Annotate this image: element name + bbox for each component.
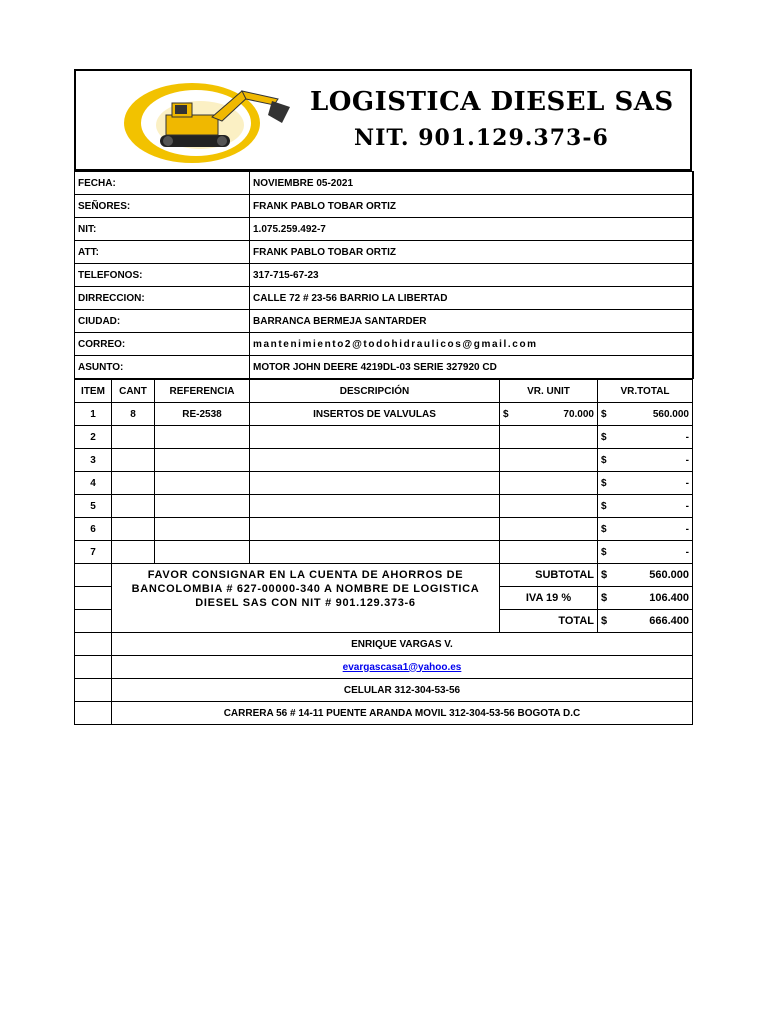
info-value[interactable]: mantenimiento2@todohidraulicos@gmail.com (250, 333, 693, 356)
description-cell (250, 449, 500, 472)
info-value: 317-715-67-23 (250, 264, 693, 287)
blank-cell (75, 656, 112, 679)
footer-address: CARRERA 56 # 14-11 PUENTE ARANDA MOVIL 312-304-53-56 BOGOTA D.C (112, 702, 693, 725)
info-row (75, 287, 693, 310)
unit-price-cell (500, 495, 598, 518)
currency-symbol: $ (601, 500, 607, 512)
currency-symbol: $ (601, 431, 607, 443)
info-row (75, 195, 693, 218)
reference-cell (155, 472, 250, 495)
currency-symbol: $ (601, 546, 607, 558)
line-total-amount: - (685, 523, 689, 535)
table-row (75, 403, 693, 426)
info-row (75, 333, 693, 356)
unit-price-cell (500, 518, 598, 541)
info-value: FRANK PABLO TOBAR ORTIZ (250, 241, 693, 264)
subtotal-amount: 560.000 (649, 569, 689, 581)
info-label: ASUNTO: (75, 356, 250, 379)
info-value: FRANK PABLO TOBAR ORTIZ (250, 195, 693, 218)
table-row (75, 472, 693, 495)
info-label: FECHA: (75, 172, 250, 195)
footer-name: ENRIQUE VARGAS V. (112, 633, 693, 656)
footer-email-cell (112, 656, 693, 679)
info-value: NOVIEMBRE 05-2021 (250, 172, 693, 195)
line-total-amount: - (685, 546, 689, 558)
footer-email-row (75, 656, 693, 679)
currency-symbol: $ (601, 454, 607, 466)
header-vr-unit: VR. UNIT (500, 380, 598, 403)
quantity-cell (112, 449, 155, 472)
info-row (75, 218, 693, 241)
quantity-cell (112, 541, 155, 564)
info-value: MOTOR JOHN DEERE 4219DL-03 SERIE 327920 CD (250, 356, 693, 379)
table-row (75, 426, 693, 449)
info-label: CORREO: (75, 333, 250, 356)
reference-cell (155, 518, 250, 541)
table-row (75, 495, 693, 518)
info-row (75, 310, 693, 333)
line-total-cell (598, 472, 693, 495)
item-number-cell: 3 (75, 449, 112, 472)
total-label: TOTAL (500, 610, 598, 633)
unit-price-cell (500, 403, 598, 426)
quantity-cell: 8 (112, 403, 155, 426)
footer-cell-row (75, 679, 693, 702)
bank-note: FAVOR CONSIGNAR EN LA CUENTA DE AHORROS DE BANCOLOMBIA # 627-00000-340 A NOMBRE DE LOGISTICA DIESEL SAS CON NIT # 901.129.373-6 (112, 564, 500, 633)
table-row (75, 541, 693, 564)
header-cant: CANT (112, 380, 155, 403)
quantity-cell (112, 426, 155, 449)
line-total-amount: - (685, 454, 689, 466)
reference-cell (155, 449, 250, 472)
company-name: LOGISTICA DIESEL SAS (310, 87, 674, 117)
item-number-cell: 6 (75, 518, 112, 541)
item-number-cell: 4 (75, 472, 112, 495)
quantity-cell (112, 518, 155, 541)
item-number-cell: 7 (75, 541, 112, 564)
line-total-amount: - (685, 431, 689, 443)
excavator-logo-icon (122, 77, 302, 165)
line-total-cell (598, 403, 693, 426)
description-cell (250, 472, 500, 495)
currency-symbol: $ (601, 569, 608, 581)
iva-label: IVA 19 % (500, 587, 598, 610)
reference-cell (155, 495, 250, 518)
description-cell (250, 495, 500, 518)
blank-cell (75, 610, 112, 633)
iva-amount: 106.400 (649, 592, 689, 604)
info-row (75, 356, 693, 379)
header-referencia: REFERENCIA (155, 380, 250, 403)
footer-email-link[interactable]: evargascasa1@yahoo.es (342, 661, 462, 673)
unit-price-cell (500, 541, 598, 564)
unit-price-amount: 70.000 (563, 408, 594, 420)
description-cell: INSERTOS DE VALVULAS (250, 403, 500, 426)
footer-name-row (75, 633, 693, 656)
footer-cell: CELULAR 312-304-53-56 (112, 679, 693, 702)
blank-cell (75, 633, 112, 656)
info-value: 1.075.259.492-7 (250, 218, 693, 241)
subtotal-value (598, 564, 693, 587)
iva-value (598, 587, 693, 610)
quantity-cell (112, 472, 155, 495)
reference-cell (155, 541, 250, 564)
header-descripcion: DESCRIPCIÓN (250, 380, 500, 403)
company-nit: NIT. 901.129.373-6 (354, 125, 609, 151)
items-table (74, 379, 693, 725)
header (74, 69, 692, 171)
info-value: CALLE 72 # 23-56 BARRIO LA LIBERTAD (250, 287, 693, 310)
info-label: NIT: (75, 218, 250, 241)
item-number-cell: 1 (75, 403, 112, 426)
info-row (75, 264, 693, 287)
info-label: CIUDAD: (75, 310, 250, 333)
line-total-amount: - (685, 500, 689, 512)
table-row (75, 449, 693, 472)
item-number-cell: 2 (75, 426, 112, 449)
subtotal-label: SUBTOTAL (500, 564, 598, 587)
info-row (75, 241, 693, 264)
line-total-cell (598, 449, 693, 472)
line-total-cell (598, 518, 693, 541)
line-total-amount: 560.000 (652, 408, 689, 420)
quotation-sheet (74, 69, 692, 725)
unit-price-cell (500, 472, 598, 495)
table-row (75, 518, 693, 541)
header-vr-total: VR.TOTAL (598, 380, 693, 403)
blank-cell (75, 702, 112, 725)
blank-cell (75, 587, 112, 610)
line-total-amount: - (685, 477, 689, 489)
currency-symbol: $ (601, 592, 608, 604)
unit-price-cell (500, 449, 598, 472)
currency-symbol: $ (601, 523, 607, 535)
reference-cell: RE-2538 (155, 403, 250, 426)
info-label: DIRRECCION: (75, 287, 250, 310)
info-table (74, 171, 694, 379)
info-label: TELEFONOS: (75, 264, 250, 287)
items-header-row (75, 380, 693, 403)
currency-symbol: $ (503, 408, 509, 420)
description-cell (250, 518, 500, 541)
line-total-cell (598, 495, 693, 518)
footer-address-row (75, 702, 693, 725)
line-total-cell (598, 541, 693, 564)
info-row (75, 172, 693, 195)
header-item: ITEM (75, 380, 112, 403)
item-number-cell: 5 (75, 495, 112, 518)
blank-cell (75, 564, 112, 587)
info-value: BARRANCA BERMEJA SANTARDER (250, 310, 693, 333)
description-cell (250, 541, 500, 564)
currency-symbol: $ (601, 477, 607, 489)
info-label: ATT: (75, 241, 250, 264)
line-total-cell (598, 426, 693, 449)
total-value (598, 610, 693, 633)
reference-cell (155, 426, 250, 449)
quantity-cell (112, 495, 155, 518)
subtotal-row (75, 564, 693, 587)
total-amount: 666.400 (649, 615, 689, 627)
unit-price-cell (500, 426, 598, 449)
description-cell (250, 426, 500, 449)
currency-symbol: $ (601, 615, 608, 627)
blank-cell (75, 679, 112, 702)
info-label: SEÑORES: (75, 195, 250, 218)
currency-symbol: $ (601, 408, 607, 420)
